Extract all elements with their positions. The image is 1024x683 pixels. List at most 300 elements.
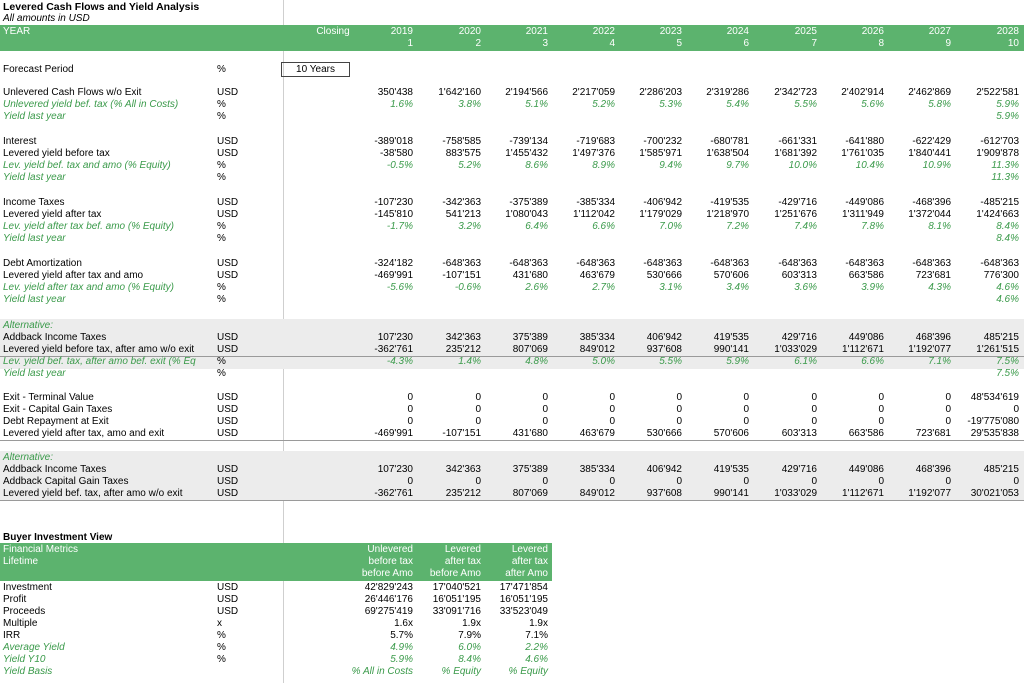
row-unit: % [217,356,226,367]
table-cell: 1'179'029 [639,209,682,220]
table-cell: -107'151 [442,428,481,439]
table-cell: -342'363 [442,197,481,208]
table-cell: 419'535 [713,332,749,343]
table-cell: 3.2% [458,221,481,232]
table-cell: 5.2% [592,99,615,110]
table-cell [687,233,749,245]
table-cell: 10.9% [922,160,951,171]
buyer-row-unit: x [217,618,222,629]
table-cell: 4.8% [525,356,548,367]
table-cell: 3.1% [659,282,682,293]
buyer-view-title: Buyer Investment View [3,532,113,543]
row-unit: % [217,99,226,110]
table-cell: 0 [475,404,481,415]
buyer-column-header: after tax [511,556,548,567]
row-label: Exit - Capital Gain Taxes [3,404,113,415]
table-cell [822,172,884,184]
table-cell [687,320,749,332]
table-cell: 849'012 [579,488,615,499]
row-unit: USD [217,270,239,281]
table-cell: 5.8% [928,99,951,110]
table-cell: 6.4% [525,221,548,232]
table-cell [553,452,615,464]
row-unit: USD [217,392,239,403]
row-unit: USD [217,488,239,499]
table-cell [687,172,749,184]
table-cell [351,294,413,306]
table-cell: 603'313 [781,428,817,439]
table-cell: 8.6% [525,160,548,171]
table-cell [822,320,884,332]
table-cell: 7.1% [928,356,951,367]
table-cell: 375'389 [512,332,548,343]
buyer-row-label: Multiple [3,618,38,629]
buyer-column-header: after tax [444,556,481,567]
year-index-cell: 1 [407,38,413,49]
table-cell: 1'424'663 [976,209,1019,220]
table-cell [620,294,682,306]
row-label: Addback Capital Gain Taxes [3,476,129,487]
table-cell: 0 [743,416,749,427]
table-cell [419,172,481,184]
buyer-cell: 42'829'243 [364,582,413,593]
buyer-column-header: before Amo [361,568,413,579]
year-index-cell: 9 [945,38,951,49]
table-cell: -375'389 [509,197,548,208]
table-cell: 2'342'723 [774,87,817,98]
table-cell: 463'679 [579,428,615,439]
table-cell: 0 [407,476,413,487]
buyer-cell: 8.4% [458,654,481,665]
table-cell: -661'331 [778,136,817,147]
table-cell [620,320,682,332]
buyer-cell: 26'446'176 [364,594,413,605]
table-cell [822,452,884,464]
table-cell [486,368,548,380]
table-cell: 5.1% [525,99,548,110]
table-cell [755,111,817,123]
table-cell: 1'497'376 [572,148,615,159]
table-cell: 1'642'160 [438,87,481,98]
table-cell: 8.4% [996,221,1019,232]
table-cell [889,294,951,306]
row-unit: USD [217,332,239,343]
table-cell [755,452,817,464]
table-cell: -468'396 [912,197,951,208]
table-cell: -449'086 [845,197,884,208]
table-cell: 0 [609,416,615,427]
table-cell: 570'606 [713,428,749,439]
table-cell: 2'402'914 [841,87,884,98]
table-cell [620,233,682,245]
buyer-cell: 5.9% [390,654,413,665]
year-index-cell: 8 [878,38,884,49]
table-cell [351,233,413,245]
table-cell [553,320,615,332]
table-cell: 1'840'441 [908,148,951,159]
row-label: Yield last year [3,233,66,244]
table-cell: -107'151 [442,270,481,281]
row-label: Lev. yield after tax bef. amo (% Equity) [3,221,175,232]
table-cell: 0 [542,404,548,415]
table-cell [351,111,413,123]
row-label: Income Taxes [3,197,65,208]
table-cell: 5.3% [659,99,682,110]
table-cell: 530'666 [646,428,682,439]
row-unit: USD [217,464,239,475]
table-cell: 0 [811,392,817,403]
buyer-cell: 1.9x [462,618,481,629]
table-cell: 937'608 [646,344,682,355]
table-cell: 2'286'203 [639,87,682,98]
row-label: Yield last year [3,368,66,379]
table-cell: -429'716 [778,197,817,208]
year-header-cell: 2024 [726,26,749,37]
financial-metrics-label: Financial Metrics [3,544,79,555]
table-cell: 0 [811,416,817,427]
buyer-row-unit: % [217,654,226,665]
table-cell: 429'716 [781,332,817,343]
table-cell: 603'313 [781,270,817,281]
table-cell: 0 [542,476,548,487]
buyer-column-header: after Amo [505,568,548,579]
table-cell: 1'372'044 [908,209,951,220]
table-cell: 541'213 [445,209,481,220]
forecast-period-label: Forecast Period [3,64,74,75]
table-cell [889,172,951,184]
table-cell: 0 [945,476,951,487]
row-underline [0,440,1024,441]
table-cell: 342'363 [445,332,481,343]
table-cell: 468'396 [915,332,951,343]
table-cell: 0 [878,476,884,487]
row-label: Lev. yield bef. tax, after amo bef. exit (% Eq [3,356,196,367]
forecast-period-input[interactable]: 10 Years [281,62,350,77]
table-cell: 5.9% [726,356,749,367]
table-cell: 449'086 [848,332,884,343]
table-cell: 2.7% [592,282,615,293]
table-cell: -38'580 [379,148,413,159]
table-cell: 5.5% [659,356,682,367]
table-cell [620,111,682,123]
table-cell: 10.4% [855,160,884,171]
buyer-row-label: Proceeds [3,606,46,617]
table-cell [889,233,951,245]
table-cell: 1'218'970 [706,209,749,220]
year-header-cell: 2019 [390,26,413,37]
table-cell [553,294,615,306]
table-cell: -680'781 [710,136,749,147]
buyer-row-unit: % [217,642,226,653]
table-cell: 0 [811,404,817,415]
table-cell: 1'080'043 [505,209,548,220]
row-label: Addback Income Taxes [3,464,107,475]
table-cell [553,111,615,123]
table-cell [351,172,413,184]
table-cell: 431'680 [512,428,548,439]
buyer-cell: 16'051'195 [432,594,481,605]
table-cell: 849'012 [579,344,615,355]
table-cell: -385'334 [576,197,615,208]
table-cell: 937'608 [646,488,682,499]
row-unit: USD [217,344,239,355]
table-cell: 5.4% [726,99,749,110]
table-cell [822,233,884,245]
table-cell: 663'586 [848,270,884,281]
table-cell: 0 [609,404,615,415]
table-cell: 10.0% [788,160,817,171]
table-cell: 8.1% [928,221,951,232]
table-cell: -19'775'080 [967,416,1019,427]
table-cell: 0 [743,392,749,403]
table-cell: 2'522'581 [976,87,1019,98]
row-label: Levered yield after tax [3,209,102,220]
table-cell: 0 [475,416,481,427]
table-cell: 990'141 [713,344,749,355]
table-cell: 5.9% [996,99,1019,110]
table-cell: 0 [676,476,682,487]
buyer-column-header: Unlevered [367,544,413,555]
table-cell: 0 [475,476,481,487]
table-cell: 2'319'286 [706,87,749,98]
table-cell: 7.0% [659,221,682,232]
table-cell: 990'141 [713,488,749,499]
table-cell [553,172,615,184]
buyer-cell: 69'275'419 [364,606,413,617]
year-header-cell: 2027 [928,26,951,37]
table-cell [957,320,1019,332]
buyer-row-label: Investment [3,582,52,593]
table-cell [486,320,548,332]
table-cell [889,368,951,380]
row-unit: % [217,368,226,379]
table-cell: -648'363 [778,258,817,269]
table-cell [822,294,884,306]
year-header-cell: 2020 [458,26,481,37]
buyer-cell: 33'091'716 [432,606,481,617]
row-label: Unlevered yield bef. tax (% All in Costs) [3,99,179,110]
table-cell: 8.4% [996,233,1019,244]
year-index-cell: 3 [542,38,548,49]
table-cell [351,320,413,332]
year-header-cell: 2026 [861,26,884,37]
table-cell: -641'880 [845,136,884,147]
row-unit: USD [217,197,239,208]
table-cell: 0 [407,416,413,427]
buyer-row-unit: % [217,630,226,641]
table-cell: 385'334 [579,464,615,475]
table-cell: 4.3% [928,282,951,293]
table-cell: -622'429 [912,136,951,147]
table-cell: 0 [542,392,548,403]
table-cell [419,452,481,464]
row-unit: USD [217,428,239,439]
table-cell: -0.5% [386,160,413,171]
table-cell: -389'018 [374,136,413,147]
table-cell [351,452,413,464]
table-cell: 570'606 [713,270,749,281]
table-cell: 0 [945,416,951,427]
table-cell: 0 [878,416,884,427]
buyer-row-label: Yield Y10 [3,654,46,665]
buyer-cell: 4.9% [390,642,413,653]
row-unit: % [217,172,226,183]
buyer-column-header: Levered [511,544,548,555]
table-cell: -648'363 [442,258,481,269]
table-cell: 7.8% [861,221,884,232]
row-unit: USD [217,258,239,269]
table-cell: 723'681 [915,270,951,281]
table-cell: 0 [811,476,817,487]
row-label: Alternative: [3,452,54,463]
table-cell: 235'212 [445,488,481,499]
buyer-cell: 17'040'521 [432,582,481,593]
table-cell: -1.7% [386,221,413,232]
table-cell [620,452,682,464]
year-header-cell: 2023 [659,26,682,37]
table-cell: 7.2% [726,221,749,232]
table-cell: 0 [407,392,413,403]
table-cell [419,294,481,306]
table-cell: 0 [609,476,615,487]
table-cell: 107'230 [377,464,413,475]
table-cell [486,294,548,306]
table-cell: -485'215 [980,197,1019,208]
table-cell: 0 [475,392,481,403]
table-cell [687,368,749,380]
buyer-cell: % All in Costs [351,666,413,677]
buyer-row-unit: USD [217,582,239,593]
year-index-cell: 6 [743,38,749,49]
table-cell: -648'363 [980,258,1019,269]
table-cell: 530'666 [646,270,682,281]
table-cell: 0 [945,392,951,403]
table-cell [755,368,817,380]
table-cell: -648'363 [845,258,884,269]
table-cell: -469'991 [374,270,413,281]
table-cell: -145'810 [374,209,413,220]
table-cell: 485'215 [983,332,1019,343]
table-cell [755,320,817,332]
table-cell: 0 [945,404,951,415]
table-cell [486,452,548,464]
row-label: Levered yield after tax and amo [3,270,144,281]
buyer-row-unit: USD [217,606,239,617]
buyer-row-unit: USD [217,594,239,605]
table-cell: -362'761 [374,488,413,499]
table-cell [419,233,481,245]
table-cell: 6.6% [861,356,884,367]
table-cell: 0 [676,392,682,403]
buyer-cell: % Equity [508,666,548,677]
table-cell: 723'681 [915,428,951,439]
year-header-cell: 2028 [996,26,1019,37]
table-cell: 375'389 [512,464,548,475]
table-cell [687,452,749,464]
buyer-cell: 7.9% [458,630,481,641]
sheet-subtitle: All amounts in USD [3,13,90,24]
row-label: Exit - Terminal Value [3,392,94,403]
year-index-cell: 10 [1007,38,1019,49]
table-cell: -4.3% [386,356,413,367]
table-cell [553,233,615,245]
table-cell: 8.9% [592,160,615,171]
table-cell: 0 [743,404,749,415]
table-cell [419,111,481,123]
table-cell: 342'363 [445,464,481,475]
row-unit: USD [217,476,239,487]
table-cell: 7.5% [996,368,1019,379]
buyer-cell: 2.2% [525,642,548,653]
table-cell: 1'251'676 [774,209,817,220]
table-cell: 1.6% [390,99,413,110]
table-cell: 468'396 [915,464,951,475]
table-cell: 11.3% [991,172,1019,183]
table-cell: 1'455'432 [505,148,548,159]
table-cell: 1'033'029 [774,344,817,355]
row-unit: USD [217,209,239,220]
table-cell: 449'086 [848,464,884,475]
closing-header: Closing [316,26,350,37]
table-cell: -107'230 [374,197,413,208]
row-unit: USD [217,416,239,427]
table-cell: 1'192'077 [908,344,951,355]
table-cell: 0 [1013,404,1019,415]
table-cell: 1'192'077 [908,488,951,499]
table-cell: 0 [407,404,413,415]
table-cell: 3.9% [861,282,884,293]
buyer-column-header: Levered [444,544,481,555]
table-cell: 9.4% [659,160,682,171]
table-cell: -648'363 [643,258,682,269]
table-cell: 5.5% [794,99,817,110]
row-label: Interest [3,136,37,147]
table-cell: 429'716 [781,464,817,475]
table-cell: 6.6% [592,221,615,232]
table-cell: -324'182 [374,258,413,269]
row-unit: USD [217,87,239,98]
row-label: Levered yield after tax, amo and exit [3,428,165,439]
table-cell: 1'261'515 [976,344,1019,355]
table-cell: 0 [1013,476,1019,487]
row-unit: % [217,282,226,293]
table-cell: 4.6% [996,294,1019,305]
table-cell [486,111,548,123]
table-cell [687,111,749,123]
row-label: Levered yield before tax, after amo w/o exit [3,344,195,355]
row-unit: USD [217,404,239,415]
table-cell: -719'683 [576,136,615,147]
table-cell: -5.6% [386,282,413,293]
table-cell: -612'703 [980,136,1019,147]
row-unit: % [217,221,226,232]
table-cell [822,368,884,380]
table-cell: -406'942 [643,197,682,208]
table-cell: 1'112'671 [841,488,884,499]
lifetime-label: Lifetime [3,556,39,567]
row-label: Yield last year [3,172,66,183]
table-cell: -700'232 [643,136,682,147]
table-cell: 419'535 [713,464,749,475]
table-cell: 5.6% [861,99,884,110]
buyer-cell: 1.9x [529,618,548,629]
year-index-cell: 7 [811,38,817,49]
table-cell [419,368,481,380]
table-cell: -648'363 [710,258,749,269]
table-cell: 1'638'504 [706,148,749,159]
year-header-cell: 2022 [592,26,615,37]
table-cell [889,320,951,332]
